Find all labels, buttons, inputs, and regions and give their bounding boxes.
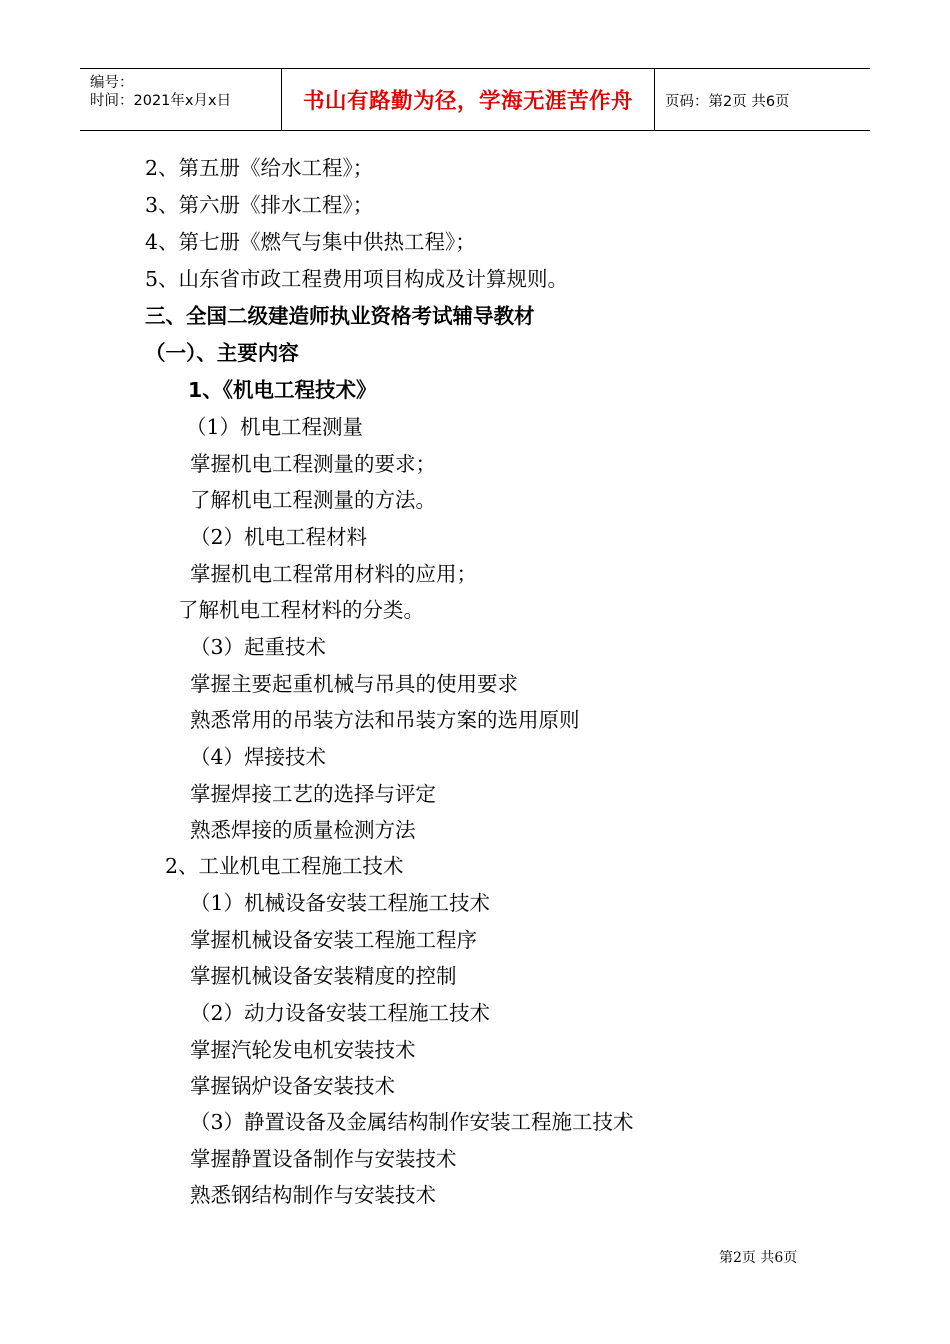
body-line: 了解机电工程材料的分类。 [178, 598, 424, 622]
body-line: 4、第七册《燃气与集中供热工程》； [145, 230, 476, 254]
body-line: （4）焊接技术 [190, 745, 327, 769]
body-line: 掌握锅炉设备安装技术 [190, 1074, 395, 1098]
body-line: 了解机电工程测量的方法。 [190, 488, 436, 512]
header-motto: 书山有路勤为径，学海无涯苦作舟 [302, 89, 633, 114]
header-middle-cell [282, 69, 655, 130]
subsection-heading: （一）、主要内容 [145, 341, 299, 365]
body-line: 掌握主要起重机械与吊具的使用要求 [190, 672, 518, 696]
header-right-cell [655, 69, 870, 130]
body-line: （1）机械设备安装工程施工技术 [190, 891, 491, 915]
body-line: 熟悉常用的吊装方法和吊装方案的选用原则 [190, 708, 580, 732]
body-line: （1）机电工程测量 [186, 415, 364, 439]
page-footer: 第2页 共6页 [719, 1250, 798, 1266]
body-line: 5、山东省市政工程费用项目构成及计算规则。 [145, 267, 569, 291]
time-label: 时间：2021年x月x日 [90, 93, 232, 109]
body-line: （3）起重技术 [190, 635, 327, 659]
body-line: 掌握静置设备制作与安装技术 [190, 1147, 457, 1171]
body-line: 掌握汽轮发电机安装技术 [190, 1038, 416, 1062]
body-line: 掌握机械设备安装工程施工程序 [190, 928, 477, 952]
body-line: 掌握焊接工艺的选择与评定 [190, 782, 436, 806]
header-left-cell [80, 69, 282, 130]
body-line: 掌握机电工程常用材料的应用； [190, 562, 477, 586]
body-line: 熟悉钢结构制作与安装技术 [190, 1183, 436, 1207]
body-line: （2）机电工程材料 [190, 525, 368, 549]
topic-line: 2、工业机电工程施工技术 [165, 854, 404, 878]
body-line: 3、第六册《排水工程》； [145, 193, 374, 217]
body-line: 掌握机电工程测量的要求； [190, 452, 436, 476]
body-line: 熟悉焊接的质量检测方法 [190, 818, 416, 842]
page-header [80, 68, 870, 131]
number-label: 编号： [90, 75, 134, 91]
body-line: 2、第五册《给水工程》； [145, 156, 374, 180]
body-line: （3）静置设备及金属结构制作安装工程施工技术 [190, 1110, 634, 1134]
topic-heading: 1、《机电工程技术》 [188, 378, 377, 402]
header-page-label: 页码：第2页 共6页 [665, 94, 790, 110]
section-heading: 三、全国二级建造师执业资格考试辅导教材 [145, 304, 535, 328]
body-line: 掌握机械设备安装精度的控制 [190, 964, 457, 988]
body-line: （2）动力设备安装工程施工技术 [190, 1001, 491, 1025]
